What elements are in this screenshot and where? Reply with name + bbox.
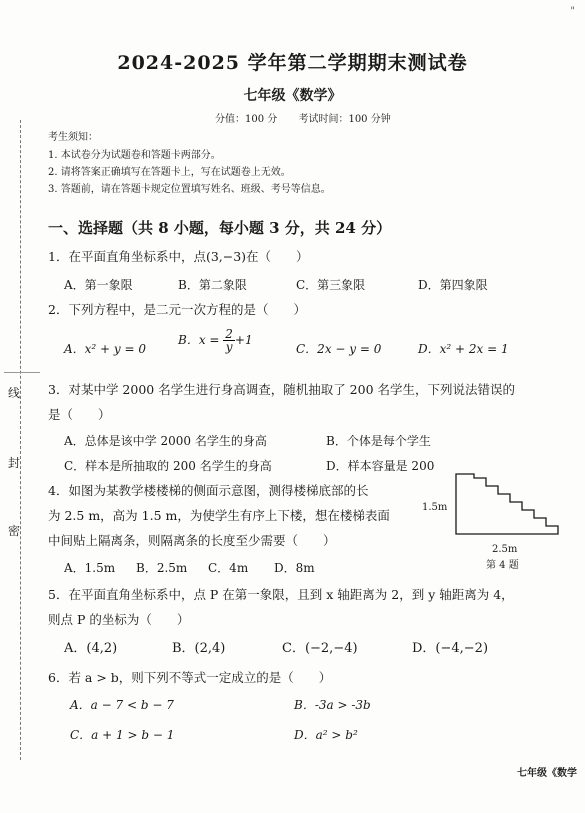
q4-option-a: A．1.5m bbox=[64, 561, 116, 575]
q4-option-c: C．4m bbox=[208, 561, 249, 575]
q6-option-b: B．-3a > -3b bbox=[294, 698, 371, 712]
q5-option-c: C．(−2,−4) bbox=[282, 641, 358, 656]
question-4-stem-line3: 中间贴上隔离条，则隔离条的长度至少需要（ ） bbox=[48, 533, 336, 548]
q5-option-d: D．(−4,−2) bbox=[412, 641, 489, 656]
binding-char-xian: 线 bbox=[8, 386, 21, 400]
q4-option-b: B．2.5m bbox=[136, 561, 188, 575]
q5-option-b: B．(2,4) bbox=[172, 641, 226, 656]
question-4-stem-line2: 为 2.5 m，高为 1.5 m，为使学生有序上下楼，想在楼梯表面 bbox=[48, 508, 390, 523]
question-1-stem: 1．在平面直角坐标系中，点(3,−3)在（ ） bbox=[48, 249, 309, 264]
notice-item-1: 1. 本试卷分为试题卷和答题卡两部分。 bbox=[48, 150, 221, 161]
score-info: 分值：100 分 bbox=[215, 114, 278, 125]
height-label: 1.5m bbox=[422, 502, 448, 513]
exam-meta bbox=[215, 110, 409, 125]
question-3-stem-line2: 是（ ） bbox=[48, 407, 111, 422]
q2-frac-num: 2 bbox=[225, 327, 233, 341]
question-6-stem: 6．若 a > b，则下列不等式一定成立的是（ ） bbox=[48, 670, 332, 685]
q2-frac-den: y bbox=[225, 340, 233, 354]
q2-option-c: C．2x − y = 0 bbox=[296, 342, 382, 356]
question-5-stem-line2: 则点 P 的坐标为（ ） bbox=[48, 612, 190, 627]
page-footer: 七年级《数学 bbox=[517, 768, 577, 779]
staircase-outline bbox=[456, 474, 558, 534]
q6-option-c: C．a + 1 > b − 1 bbox=[70, 728, 175, 742]
question-4-stem-line1: 4．如图为某教学楼楼梯的侧面示意图，测得楼梯底部的长 bbox=[48, 483, 369, 498]
notice-item-3: 3. 答题前，请在答题卡规定位置填写姓名、班级、考号等信息。 bbox=[48, 184, 331, 195]
binding-char-feng: 封 bbox=[8, 456, 21, 470]
q2-frac-tail: +1 bbox=[234, 333, 253, 347]
notice-item-2: 2. 请将答案正确填写在答题卡上，写在试题卷上无效。 bbox=[48, 167, 291, 178]
binding-dashed-line bbox=[20, 120, 21, 760]
q1-option-a: A．第一象限 bbox=[64, 278, 133, 292]
q3-option-b: B．个体是每个学生 bbox=[326, 434, 431, 448]
time-info: 考试时间：100 分钟 bbox=[298, 114, 391, 125]
q3-option-a: A．总体是该中学 2000 名学生的身高 bbox=[64, 434, 267, 448]
corner-mark: " bbox=[570, 6, 575, 17]
base-label: 2.5m bbox=[492, 544, 518, 555]
section-title: 一、选择题（共 8 小题，每小题 3 分，共 24 分） bbox=[48, 219, 392, 237]
notice-heading: 考生须知： bbox=[48, 132, 98, 143]
exam-subtitle: 七年级《数学》 bbox=[243, 88, 342, 104]
q2-option-a: A．x² + y = 0 bbox=[64, 342, 147, 356]
q3-option-d: D．样本容量是 200 bbox=[326, 459, 435, 473]
staircase-figure bbox=[422, 470, 572, 574]
q2-option-b-lead: B．x = bbox=[178, 333, 224, 347]
q1-option-c: C．第三象限 bbox=[296, 278, 366, 292]
q5-option-a: A．(4,2) bbox=[64, 641, 118, 656]
q1-option-b: B．第二象限 bbox=[178, 278, 247, 292]
exam-title: 2024-2025 学年第二学期期末测试卷 bbox=[117, 52, 468, 74]
q2-option-b bbox=[178, 328, 253, 353]
question-5-stem-line1: 5．在平面直角坐标系中，点 P 在第一象限，且到 x 轴距离为 2，到 y 轴距离为 4， bbox=[48, 587, 514, 602]
q1-option-d: D．第四象限 bbox=[418, 278, 488, 292]
q3-option-c: C．样本是所抽取的 200 名学生的身高 bbox=[64, 459, 272, 473]
q4-option-d: D．8m bbox=[274, 561, 315, 575]
q6-option-a: A．a − 7 < b − 7 bbox=[70, 698, 174, 712]
question-3-stem-line1: 3．对某中学 2000 名学生进行身高调查，随机抽取了 200 名学生，下列说法错误的 bbox=[48, 382, 516, 397]
binding-tick bbox=[4, 372, 40, 373]
figure-caption: 第 4 题 bbox=[486, 560, 519, 571]
q6-option-d: D．a² > b² bbox=[294, 728, 358, 742]
binding-char-mi: 密 bbox=[8, 524, 21, 538]
q2-option-d: D．x² + 2x = 1 bbox=[418, 342, 509, 356]
q2-fraction bbox=[223, 328, 235, 353]
question-2-stem: 2．下列方程中，是二元一次方程的是（ ） bbox=[48, 302, 306, 317]
